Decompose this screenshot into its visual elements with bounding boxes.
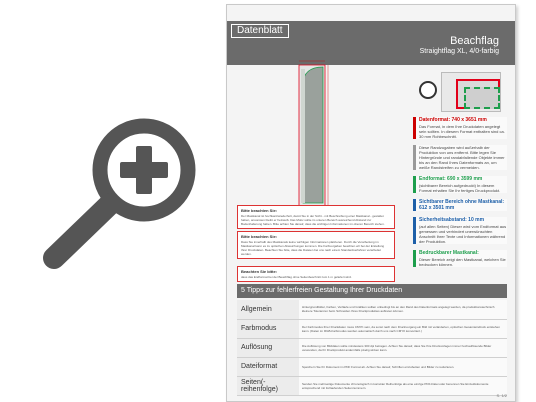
spec-sichtbarer-bereich: Sichtbarer Bereich ohne Mastkanal: 612 x 3501 mm <box>413 199 507 211</box>
tip-text: Hintergrundbilder, Farben, Verläufe und Grafiken sollten unbedingt bis an den Rand des Datenformats angelegt werden, da produktionstechnisch kleinere Toleranzen beim Schneiden Ihres Druckproduktes auftreten können. <box>299 300 507 319</box>
detail-magnifier-icon <box>419 81 437 99</box>
spec-datenformat: Datenformat: 740 x 3651 mm Das Format, in dem Ihre Druckdaten angelegt sein sollten. In diesem Format enthalten sind ca. 30 mm Rohbeschnitt. <box>413 117 507 139</box>
tip-key: Allgemein <box>237 300 299 319</box>
table-row <box>237 357 507 376</box>
note-box-1: Bitte beachten Sie: Der Mastkanal ist hochkant/wiederholt, damit Sie in der Sicht - mit Beschreibung einer Mastkanal - gestaltet haben, ansonsten bleibt er frei/weiß. Das Motiv sollte im unteren Bereich ausreichend Abstand zur Bodenhalterung haben. Bitte achten Sie darauf, dass die wichtigen Informationen im oberen Bereich stehen. <box>237 205 395 229</box>
spec-mastkanal: Bedruckbarer Mastkanal: Dieser Bereich zeigt den Mastkanal, welchen Sie bedrucken können. <box>413 250 507 267</box>
tip-key: Dateiformat <box>237 357 299 376</box>
page-number: S. 1/2 <box>496 393 507 398</box>
table-row <box>237 338 507 357</box>
flag-technical-drawing <box>289 57 329 215</box>
product-title: Beachflag <box>450 35 499 47</box>
tip-key: Auflösung <box>237 338 299 357</box>
datasheet-header <box>227 21 516 65</box>
note-box-2: Bitte beachten Sie: Dass Sie innerhalb des Mastkanals keine wichtigen Informationen platzieren. Durch die Verarbeitung im Mastkanal kann es zu optischen Abweichungen kommen. Die Farbvorgaben beachten wir bei der Erstellung Ihrer Druckdaten. Beachten Sie bitte, dass die Dateien bei uns nach einem Standardverfahren verarbeitet werden. <box>237 231 395 259</box>
datasheet-page[interactable] <box>226 4 516 402</box>
spec-endformat: Endformat: 690 x 3599 mm (sichtbarer Bereich aufgedruckt) In diesem Format erhalten Sie Ihr fertiges Druckprodukt. <box>413 176 507 193</box>
note-box-3: Beachten Sie bitte: dass das Endformat bei der Beachflag ohne Seitenbeschnitt zum 1 m geliefert wird. <box>237 266 395 282</box>
spec-sicherheitsabstand: Sicherheitsabstand: 10 mm (auf allen Seiten) Dieser wird vom Endformat aus gemessen und verhindert unerwünschten Anschnitt Ihrer Texte und Informationen während der Produktion. <box>413 217 507 244</box>
tip-text: Die Auflösung von Bilddaten sollte mindestens 300 dpi betragen. Achten Sie darauf, dass Sie Ihre Druckvorlagen immer hochauflösende Bilder verwenden, da Ihr Druckprodukt andernfalls pixelig wirken kann. <box>299 338 507 357</box>
legend-swatch-graphic <box>441 72 501 112</box>
zoom-in-icon[interactable] <box>40 112 215 272</box>
spec-legend <box>413 117 507 273</box>
tip-text: Der Farbmodus Ihrer Druckdaten muss CMYK sein, da sonst nach dem Druckvorgang ein Bild mit veränderten, optischen Gesamteindruck entstehen kann. (Daten im RGB-Farbmodus werden automatisch durch uns nach CMYK konvertiert.) <box>299 319 507 338</box>
table-row <box>237 300 507 319</box>
tip-key: Farbmodus <box>237 319 299 338</box>
tip-key: Seiten(-reihenfolge) <box>237 376 299 395</box>
tip-text: Senden Sie mehrseitige Dokumente chronologisch in korrekter Reihenfolge als eine einzige PDF-Datei oder benennen Sie Einzeldokumente entsprechend mit fortlaufenden Seitennummern. <box>299 376 507 395</box>
magnifier-handle <box>54 204 110 258</box>
spec-randzugabe: Diese Randzugaben wird außerhalb der Produktion von uns entfernt. Bitte legen Sie Hintergründe und randabfallende Objekte immer bis an den Rand Ihres Datenformats an, um weiße Randstreifen zu vermeiden. <box>413 145 507 170</box>
tip-text: Speichern Sie Ihr Dokument im PDF Format ab. Achten Sie darauf, Schriften einzubetten und Bilder zu reduzieren. <box>299 357 507 376</box>
product-subtitle: Straightflag XL, 4/0-farbig <box>419 48 499 55</box>
table-row <box>237 376 507 395</box>
tips-heading: 5 Tipps zur fehlerfreien Gestaltung Ihrer Druckdaten <box>237 284 507 298</box>
plus-vertical <box>136 146 152 194</box>
datasheet-label: Datenblatt <box>231 24 289 38</box>
table-row <box>237 319 507 338</box>
tips-table <box>237 300 507 396</box>
